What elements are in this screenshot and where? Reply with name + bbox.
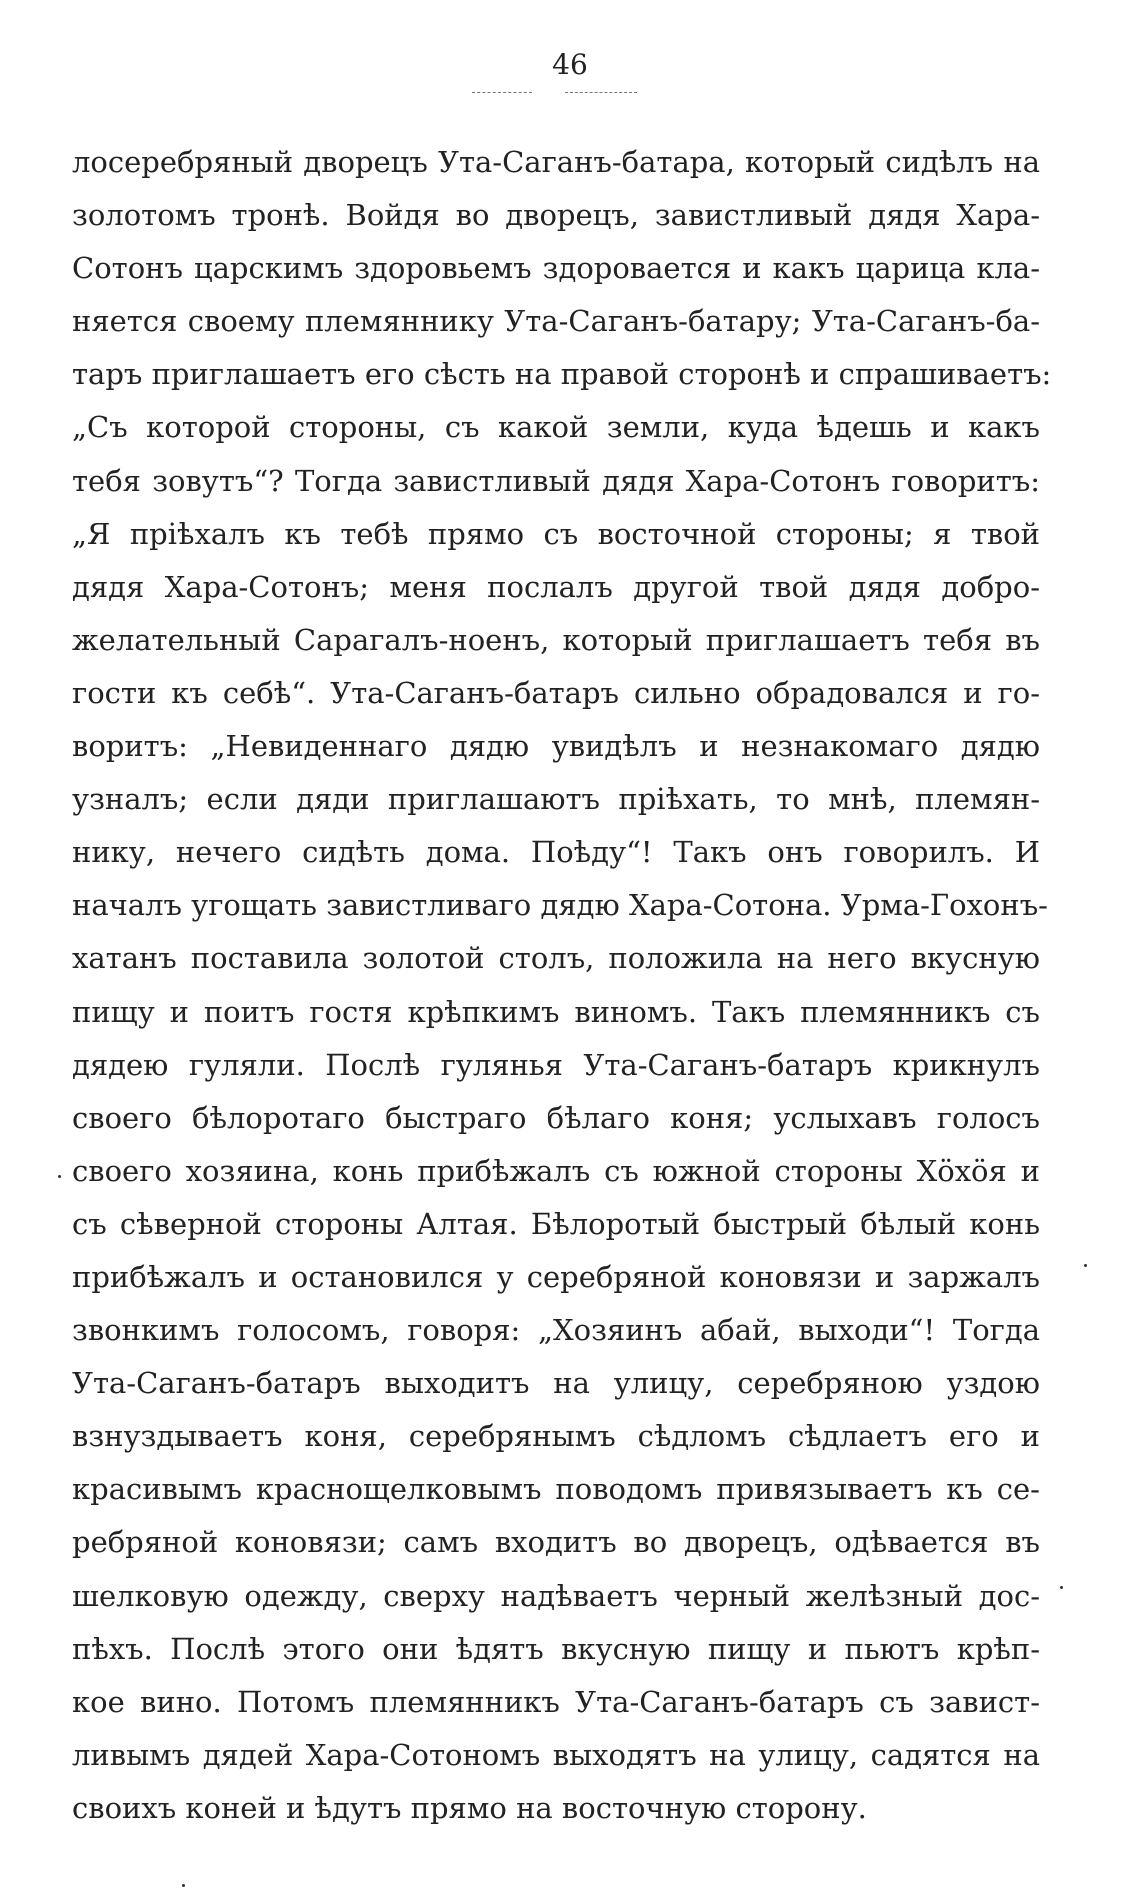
text-line: узналъ; если дяди приглашаютъ пріѣхать, то мнѣ, племян-	[72, 782, 1040, 817]
text-line: прибѣжалъ и остановился у серебряной коновязи и заржалъ	[72, 1259, 1040, 1294]
text-line: дядя Хара-Сотонъ; меня послалъ другой твой дядя добро-	[72, 569, 1040, 604]
text-line: своего бѣлоротаго быстраго бѣлаго коня; услыхавъ голосъ	[72, 1100, 1040, 1135]
header-rule-left	[472, 92, 532, 93]
text-line: шелковую одежду, сверху надѣваетъ черный желѣзный дос-	[72, 1578, 1040, 1613]
text-line: дядею гуляли. Послѣ гулянья Ута-Саганъ-батаръ крикнулъ	[72, 1047, 1040, 1082]
text-line: своего хозяина, конь прибѣжалъ съ южной стороны Хöхöя и	[72, 1153, 1040, 1188]
text-line: хатанъ поставила золотой столъ, положила на него вкусную	[72, 941, 1040, 976]
print-speck	[1084, 1264, 1087, 1267]
text-line: лосеребряный дворецъ Ута-Саганъ-батара, который сидѣлъ на	[72, 145, 1040, 179]
text-line: нику, нечего сидѣть дома. Поѣду“! Такъ онъ говорилъ. И	[72, 835, 1040, 870]
body-text	[72, 136, 1052, 1835]
text-line: своихъ коней и ѣдутъ прямо на восточную сторону.	[72, 1790, 867, 1825]
text-line: гости къ себѣ“. Ута-Саганъ-батаръ сильно обрадовался и го-	[72, 675, 1040, 710]
print-speck	[182, 1884, 185, 1887]
print-speck	[58, 1175, 61, 1178]
text-line: „Съ которой стороны, съ какой земли, куда ѣдешь и какъ	[72, 410, 1040, 445]
text-line: началъ угощать завистливаго дядю Хара-Сотона. Урма-Гохонъ-	[72, 888, 1048, 923]
text-line: пищу и поитъ гостя крѣпкимъ виномъ. Такъ племянникъ съ	[72, 994, 1040, 1029]
text-line: кое вино. Потомъ племянникъ Ута-Саганъ-батаръ съ завист-	[72, 1684, 1040, 1719]
text-line: Сотонъ царскимъ здоровьемъ здоровается и какъ царица кла-	[72, 251, 1040, 286]
text-line: желательный Сарагалъ-ноенъ, который приглашаетъ тебя въ	[72, 622, 1040, 657]
text-line: взнуздываетъ коня, серебрянымъ сѣдломъ сѣдлаетъ его и	[72, 1419, 1040, 1454]
text-line: Ута-Саганъ-батаръ выходитъ на улицу, серебряною уздою	[72, 1366, 1040, 1401]
text-line: воритъ: „Невиденнаго дядю увидѣлъ и незнакомаго дядю	[72, 729, 1040, 764]
print-speck	[1060, 1586, 1063, 1589]
text-line: таръ приглашаетъ его сѣсть на правой сторонѣ и спрашиваетъ:	[72, 357, 1052, 392]
text-line: звонкимъ голосомъ, говоря: „Хозяинъ абай, выходи“! Тогда	[72, 1313, 1040, 1348]
text-line: ребряной коновязи; самъ входитъ во дворецъ, одѣвается въ	[72, 1525, 1040, 1560]
text-line: ливымъ дядей Хара-Сотономъ выходятъ на улицу, садятся на	[72, 1737, 1040, 1772]
header-rule-right	[565, 92, 637, 93]
text-line: золотомъ тронѣ. Войдя во дворецъ, завистливый дядя Хара-	[72, 198, 1040, 233]
text-line: „Я пріѣхалъ къ тебѣ прямо съ восточной стороны; я твой	[72, 516, 1040, 551]
text-line: няется своему племяннику Ута-Саганъ-батару; Ута-Саганъ-ба-	[72, 304, 1040, 339]
text-line: красивымъ краснощелковымъ поводомъ привязываетъ къ се-	[72, 1472, 1040, 1507]
page-number: 46	[552, 48, 588, 81]
text-line: съ сѣверной стороны Алтая. Бѣлоротый быстрый бѣлый конь	[72, 1206, 1040, 1241]
text-line: тебя зовутъ“? Тогда завистливый дядя Хара-Сотонъ говоритъ:	[72, 463, 1040, 498]
text-line: пѣхъ. Послѣ этого они ѣдятъ вкусную пищу и пьютъ крѣп-	[72, 1631, 1040, 1666]
